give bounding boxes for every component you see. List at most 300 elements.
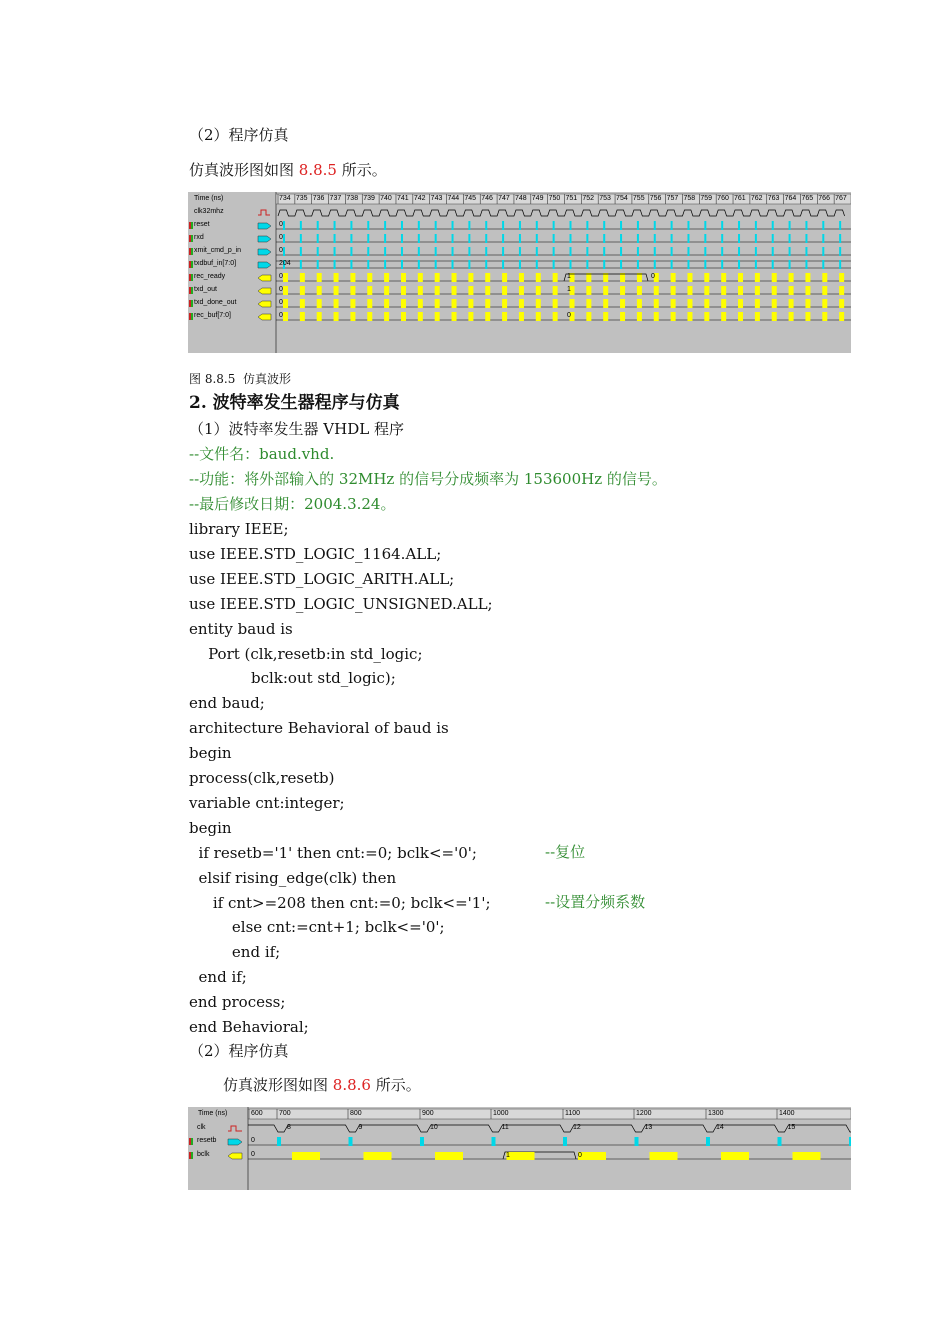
signal-flag-icon xyxy=(189,287,191,294)
input-marker xyxy=(637,234,639,243)
time-tick-label: 743 xyxy=(430,195,443,202)
input-marker xyxy=(620,260,622,269)
output-marker xyxy=(334,273,339,282)
input-marker xyxy=(805,247,807,256)
signal-name: rxd xyxy=(194,234,204,241)
time-tick-label: 759 xyxy=(700,195,712,202)
bclk-marker xyxy=(435,1152,463,1160)
figure-caption-885: 图 8.8.5 仿真波形 xyxy=(189,372,291,386)
time-tick-label: 739 xyxy=(363,195,375,202)
input-marker xyxy=(283,247,285,256)
signal-flag-icon xyxy=(189,313,191,320)
input-marker xyxy=(502,234,504,243)
output-marker xyxy=(839,312,844,321)
output-marker xyxy=(536,286,541,295)
input-marker xyxy=(384,247,386,256)
input-marker xyxy=(367,221,369,230)
output-marker xyxy=(671,299,676,308)
input-marker xyxy=(789,247,791,256)
code-line: entity baud is xyxy=(189,619,293,638)
input-marker xyxy=(687,221,689,230)
code-line: use IEEE.STD_LOGIC_1164.ALL; xyxy=(189,544,442,563)
sim-intro-text-end: 所示。 xyxy=(370,1076,421,1094)
signal-name: txd_out xyxy=(194,286,217,293)
bclk-marker xyxy=(507,1152,535,1160)
output-marker xyxy=(519,299,524,308)
time-tick-label: 742 xyxy=(413,195,426,202)
input-marker xyxy=(822,247,824,256)
output-marker xyxy=(553,273,558,282)
input-marker xyxy=(721,247,723,256)
output-marker xyxy=(300,299,305,308)
output-marker xyxy=(401,312,406,321)
time-tick-label: 738 xyxy=(346,195,359,202)
output-marker xyxy=(586,273,591,282)
output-marker xyxy=(586,312,591,321)
output-marker xyxy=(401,299,406,308)
input-marker xyxy=(350,234,352,243)
signal-flag-icon xyxy=(191,313,193,320)
input-marker xyxy=(570,260,572,269)
output-marker xyxy=(603,299,608,308)
resetb-marker xyxy=(706,1137,710,1146)
input-marker xyxy=(570,247,572,256)
input-port-icon xyxy=(258,236,271,242)
input-marker xyxy=(704,247,706,256)
output-marker xyxy=(603,273,608,282)
time-tick-label: 761 xyxy=(734,195,746,202)
input-marker xyxy=(586,247,588,256)
signal-name: reset xyxy=(194,221,210,228)
output-marker xyxy=(772,312,777,321)
signal-flag-icon xyxy=(191,287,193,294)
output-marker xyxy=(620,312,625,321)
waveform-figure-886 xyxy=(188,1107,851,1190)
output-marker xyxy=(300,286,305,295)
txd-done-value: 0 xyxy=(279,299,283,306)
input-marker xyxy=(367,234,369,243)
clk-count-label: 10 xyxy=(430,1124,438,1131)
input-marker xyxy=(738,260,740,269)
output-marker xyxy=(620,273,625,282)
signal-flag-icon xyxy=(191,222,193,229)
time-tick-label: 747 xyxy=(498,195,510,202)
txd-out-value: 0 xyxy=(279,286,283,293)
output-marker xyxy=(721,312,726,321)
input-marker xyxy=(586,221,588,230)
time-tick-label: 736 xyxy=(312,195,325,202)
output-marker xyxy=(452,299,457,308)
output-marker xyxy=(687,312,692,321)
code-comment-date: --最后修改日期：2004.3.24。 xyxy=(189,495,396,513)
xmit-value: 0 xyxy=(279,247,283,254)
input-marker xyxy=(468,221,470,230)
output-marker xyxy=(721,299,726,308)
output-marker xyxy=(553,299,558,308)
code-comment-filename: --文件名：baud.vhd. xyxy=(189,445,335,463)
input-marker xyxy=(300,247,302,256)
output-marker xyxy=(502,312,507,321)
output-marker xyxy=(687,286,692,295)
output-marker xyxy=(485,273,490,282)
output-marker xyxy=(839,273,844,282)
output-marker xyxy=(502,286,507,295)
input-marker xyxy=(283,234,285,243)
output-marker xyxy=(536,273,541,282)
time-tick-label: 745 xyxy=(464,195,477,202)
signal-flag-icon xyxy=(191,1138,193,1145)
output-marker xyxy=(637,312,642,321)
input-marker xyxy=(671,247,673,256)
input-marker xyxy=(772,221,774,230)
output-marker xyxy=(738,273,743,282)
output-marker xyxy=(435,273,440,282)
input-marker xyxy=(570,234,572,243)
input-port-icon xyxy=(258,262,271,268)
input-marker xyxy=(789,234,791,243)
signal-name: txdbuf_in[7:0] xyxy=(194,260,237,267)
input-marker xyxy=(519,260,521,269)
input-marker xyxy=(805,260,807,269)
signal-name: clk32mhz xyxy=(194,208,224,215)
signal-flag-icon xyxy=(189,261,191,268)
output-marker xyxy=(283,286,288,295)
input-marker xyxy=(519,234,521,243)
output-marker xyxy=(704,312,709,321)
code-comment-function: --功能：将外部输入的 32MHz 的信号分成频率为 153600Hz 的信号。 xyxy=(189,470,667,488)
time-tick-label: 734 xyxy=(279,195,291,202)
input-marker xyxy=(519,221,521,230)
clk-count-label: 9 xyxy=(358,1124,363,1131)
input-marker xyxy=(805,221,807,230)
time-tick-label: 600 xyxy=(251,1110,263,1117)
input-port-icon xyxy=(258,223,271,229)
output-marker xyxy=(334,299,339,308)
output-marker xyxy=(805,299,810,308)
output-marker xyxy=(350,312,355,321)
time-tick-label: 1400 xyxy=(779,1110,795,1117)
clk-count-label: 13 xyxy=(644,1124,653,1131)
output-marker xyxy=(671,286,676,295)
input-marker xyxy=(755,260,757,269)
input-marker xyxy=(435,260,437,269)
output-marker xyxy=(738,312,743,321)
input-marker xyxy=(502,221,504,230)
input-marker xyxy=(536,234,538,243)
output-marker xyxy=(367,273,372,282)
rxd-value: 0 xyxy=(279,234,283,241)
time-tick-label: 756 xyxy=(649,195,662,202)
input-marker xyxy=(435,234,437,243)
time-tick-label: 754 xyxy=(616,195,628,202)
output-marker xyxy=(418,312,423,321)
intro-text-end: 所示。 xyxy=(336,161,387,179)
code-line: begin xyxy=(189,744,232,763)
output-marker xyxy=(822,299,827,308)
input-marker xyxy=(620,221,622,230)
output-marker xyxy=(384,273,389,282)
input-marker xyxy=(452,247,454,256)
output-marker xyxy=(452,312,457,321)
input-marker xyxy=(384,221,386,230)
output-marker xyxy=(721,286,726,295)
input-marker xyxy=(317,247,319,256)
output-marker xyxy=(317,286,322,295)
input-marker xyxy=(401,221,403,230)
output-marker xyxy=(367,312,372,321)
output-marker xyxy=(822,312,827,321)
bclk-high-value: 1 xyxy=(506,1152,510,1159)
txdbuf-value: 204 xyxy=(279,260,291,267)
input-marker xyxy=(536,260,538,269)
output-marker xyxy=(536,299,541,308)
input-marker xyxy=(418,234,420,243)
code-line: elsif rising_edge(clk) then xyxy=(189,868,397,887)
resetb-marker xyxy=(277,1137,281,1146)
input-marker xyxy=(401,260,403,269)
input-marker xyxy=(418,247,420,256)
input-marker xyxy=(401,234,403,243)
output-marker xyxy=(772,273,777,282)
clk-count-label: 15 xyxy=(787,1124,796,1131)
input-marker xyxy=(334,234,336,243)
input-marker xyxy=(452,221,454,230)
output-marker xyxy=(671,273,676,282)
output-marker xyxy=(468,312,473,321)
output-marker xyxy=(350,286,355,295)
input-marker xyxy=(485,247,487,256)
bclk-marker xyxy=(578,1152,606,1160)
output-marker xyxy=(317,299,322,308)
input-marker xyxy=(418,260,420,269)
signal-flag-icon xyxy=(191,261,193,268)
input-port-icon xyxy=(228,1139,242,1145)
output-marker xyxy=(317,312,322,321)
input-marker xyxy=(384,234,386,243)
time-tick-label: 762 xyxy=(750,195,763,202)
waveform-figure-885 xyxy=(188,192,851,353)
code-line: use IEEE.STD_LOGIC_UNSIGNED.ALL; xyxy=(189,594,493,613)
section2-subheading: （1）波特率发生器 VHDL 程序 xyxy=(189,420,404,438)
input-marker xyxy=(721,234,723,243)
time-tick-label: 751 xyxy=(565,195,578,202)
code-line: else cnt:=cnt+1; bclk<='0'; xyxy=(189,918,445,937)
input-marker xyxy=(620,247,622,256)
time-tick-label: 740 xyxy=(380,195,392,202)
signal-flag-icon xyxy=(189,1152,191,1159)
output-marker xyxy=(586,286,591,295)
section1-subheading: （2）程序仿真 xyxy=(189,126,289,144)
input-marker xyxy=(350,247,352,256)
output-marker xyxy=(654,286,659,295)
input-marker xyxy=(418,221,420,230)
input-marker xyxy=(654,234,656,243)
input-marker xyxy=(570,221,572,230)
time-tick-label: 744 xyxy=(447,195,460,202)
rec-buf-value: 0 xyxy=(279,312,283,319)
code-line: end if; xyxy=(189,943,281,962)
input-marker xyxy=(553,234,555,243)
output-marker xyxy=(839,299,844,308)
intro-text: 仿真波形图如图 xyxy=(189,161,299,179)
reset-value: 0 xyxy=(279,221,283,228)
output-marker xyxy=(283,299,288,308)
output-marker xyxy=(654,312,659,321)
output-marker xyxy=(536,312,541,321)
clk-count-label: 12 xyxy=(573,1124,581,1131)
resetb-marker xyxy=(420,1137,424,1146)
output-marker xyxy=(738,286,743,295)
input-marker xyxy=(300,221,302,230)
signal-flag-icon xyxy=(189,248,191,255)
clk-count-label: 14 xyxy=(716,1124,724,1131)
bclk-marker xyxy=(292,1152,320,1160)
code-line: bclk:out std_logic); xyxy=(189,669,396,688)
code-line: begin xyxy=(189,818,232,837)
output-marker xyxy=(721,273,726,282)
input-marker xyxy=(654,221,656,230)
output-marker xyxy=(468,286,473,295)
time-tick-label: 1300 xyxy=(708,1110,724,1117)
output-marker xyxy=(468,273,473,282)
input-marker xyxy=(485,234,487,243)
input-marker xyxy=(519,247,521,256)
clk32mhz-wave xyxy=(278,210,845,216)
output-marker xyxy=(384,312,389,321)
code-line: library IEEE; xyxy=(189,520,289,538)
output-marker xyxy=(367,299,372,308)
time-tick-label: 757 xyxy=(666,195,679,202)
input-marker xyxy=(553,221,555,230)
time-tick-label: 758 xyxy=(683,195,696,202)
output-marker xyxy=(384,299,389,308)
input-marker xyxy=(603,247,605,256)
output-marker xyxy=(772,299,777,308)
rec-buf-new-value: 0 xyxy=(567,312,571,319)
time-tick-label: 1100 xyxy=(565,1110,581,1117)
signal-flag-icon xyxy=(189,222,191,229)
input-marker xyxy=(603,221,605,230)
signal-flag-icon xyxy=(191,235,193,242)
input-marker xyxy=(468,247,470,256)
output-marker xyxy=(805,273,810,282)
code-line: Port (clk,resetb:in std_logic; xyxy=(189,644,423,663)
output-marker xyxy=(502,299,507,308)
code-line: if cnt>=208 then cnt:=0; bclk<='1'; xyxy=(189,893,491,912)
output-marker xyxy=(603,286,608,295)
time-tick-label: 746 xyxy=(481,195,493,202)
time-tick-label: 764 xyxy=(784,195,797,202)
output-marker xyxy=(570,299,575,308)
output-marker xyxy=(519,312,524,321)
resetb-value: 0 xyxy=(251,1137,255,1144)
input-marker xyxy=(839,260,841,269)
output-marker xyxy=(789,286,794,295)
code-line: process(clk,resetb) xyxy=(189,769,335,787)
resetb-marker xyxy=(635,1137,639,1146)
input-marker xyxy=(300,234,302,243)
time-tick-label: 766 xyxy=(818,195,830,202)
input-marker xyxy=(822,234,824,243)
output-marker xyxy=(755,286,760,295)
input-marker xyxy=(671,260,673,269)
input-marker xyxy=(721,260,723,269)
input-marker xyxy=(502,247,504,256)
time-tick-label: 748 xyxy=(514,195,527,202)
code-comment-divider: --设置分频系数 xyxy=(545,893,646,911)
output-marker xyxy=(603,312,608,321)
input-marker xyxy=(637,260,639,269)
output-marker xyxy=(452,286,457,295)
output-marker xyxy=(283,273,288,282)
time-tick-label: 752 xyxy=(582,195,595,202)
output-marker xyxy=(350,299,355,308)
output-marker xyxy=(654,299,659,308)
time-tick-label: 749 xyxy=(531,195,544,202)
output-marker xyxy=(485,312,490,321)
output-marker xyxy=(822,273,827,282)
clock-icon xyxy=(258,210,270,215)
input-marker xyxy=(367,247,369,256)
output-marker xyxy=(620,299,625,308)
input-marker xyxy=(553,247,555,256)
output-marker xyxy=(300,273,305,282)
input-marker xyxy=(452,260,454,269)
clock-icon xyxy=(228,1126,242,1131)
code-line: end process; xyxy=(189,993,286,1012)
input-marker xyxy=(789,260,791,269)
input-marker xyxy=(772,247,774,256)
time-tick-label: 735 xyxy=(295,195,308,202)
output-marker xyxy=(435,286,440,295)
input-marker xyxy=(654,247,656,256)
output-marker xyxy=(384,286,389,295)
signal-flag-icon xyxy=(189,1138,191,1145)
output-marker xyxy=(485,299,490,308)
input-marker xyxy=(822,221,824,230)
input-marker xyxy=(772,260,774,269)
output-marker xyxy=(519,273,524,282)
rec-ready-value: 0 xyxy=(279,273,283,280)
input-marker xyxy=(435,221,437,230)
time-header xyxy=(248,1109,851,1119)
signal-name: xmit_cmd_p_in xyxy=(194,247,242,254)
input-marker xyxy=(654,260,656,269)
time-tick-label: 767 xyxy=(835,195,847,202)
rec-ready-high-value: 1 xyxy=(567,273,571,280)
input-marker xyxy=(384,260,386,269)
input-marker xyxy=(367,260,369,269)
output-marker xyxy=(418,273,423,282)
input-marker xyxy=(704,260,706,269)
signal-name: rec_ready xyxy=(194,273,226,280)
input-marker xyxy=(805,234,807,243)
section2-heading: 2. 波特率发生器程序与仿真 xyxy=(189,393,400,413)
output-marker xyxy=(704,299,709,308)
time-tick-label: 737 xyxy=(329,195,342,202)
input-marker xyxy=(435,247,437,256)
output-marker xyxy=(283,312,288,321)
output-marker xyxy=(553,286,558,295)
clk-wave xyxy=(248,1125,851,1132)
output-marker xyxy=(671,312,676,321)
time-tick-label: 1200 xyxy=(636,1110,652,1117)
input-marker xyxy=(536,221,538,230)
input-marker xyxy=(839,247,841,256)
resetb-marker xyxy=(563,1137,567,1146)
input-marker xyxy=(586,260,588,269)
input-marker xyxy=(485,221,487,230)
